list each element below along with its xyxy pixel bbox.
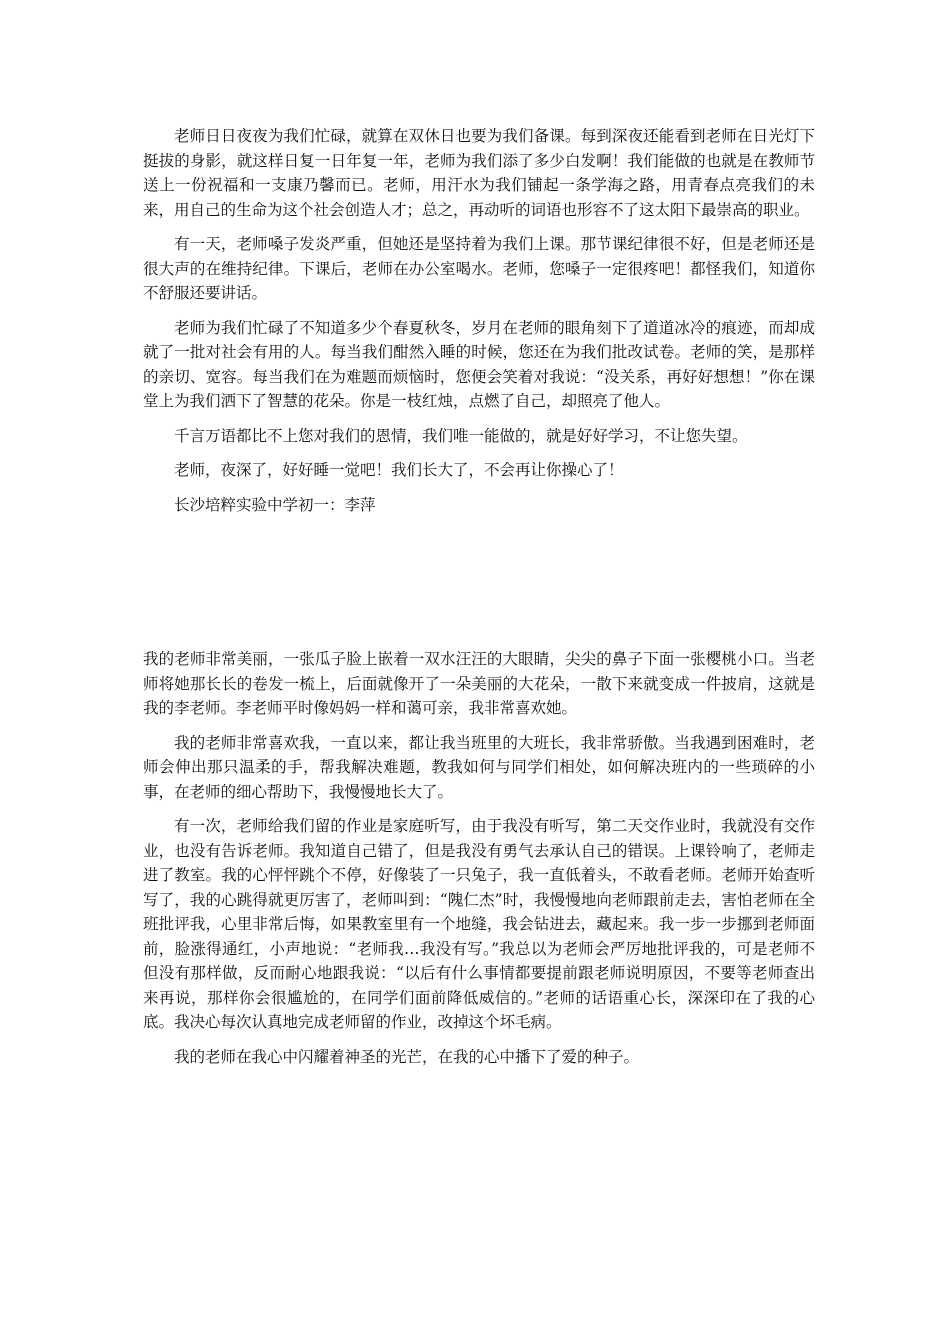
paragraph: 老师为我们忙碌了不知道多少个春夏秋冬，岁月在老师的眼角刻下了道道冰冷的痕迹，而却成就了一批对社会有用的人。每当我们酣然入睡的时候，您还在为我们批改试卷。老师的笑，是那样的亲切、宽容。每当我们在为难题而烦恼时，您便会笑着对我说：“没关系，再好好想想！”你在课堂上为我们洒下了智慧的花朵。你是一枝红烛，点燃了自己，却照亮了他人。: [143, 318, 815, 410]
paragraph: 有一次，老师给我们留的作业是家庭听写，由于我没有听写，第二天交作业时，我就没有交作业，也没有告诉老师。我知道自己错了，但是我没有勇气去承认自己的错误。上课铃响了，老师走进了教室。我的心怦怦跳个不停，好像装了一只兔子，我一直低着头，不敢看老师。老师开始查听写了，我的心跳得就更厉害了，老师叫到：“隗仁杰”时，我慢慢地向老师跟前走去，害怕老师在全班批评我，心里非常后悔，如果教室里有一个地缝，我会钻进去，藏起来。我一步一步挪到老师面前，脸涨得通红，小声地说：“老师我…我没有写。”我总以为老师会严厉地批评我的，可是老师不但没有那样做，反而耐心地跟我说：“以后有什么事情都要提前跟老师说明原因，不要等老师查出来再说，那样你会很尴尬的，在同学们面前降低威信的。”老师的话语重心长，深深印在了我的心底。我决心每次认真地完成老师留的作业，改掉这个坏毛病。: [143, 817, 815, 1031]
paragraph: 我的老师非常美丽，一张瓜子脸上嵌着一双水汪汪的大眼睛，尖尖的鼻子下面一张樱桃小口。当老师将她那长长的卷发一梳上，后面就像开了一朵美丽的大花朵，一散下来就变成一件披肩，这就是我的李老师。李老师平时像妈妈一样和蔼可亲，我非常喜欢她。: [143, 650, 815, 717]
paragraph: 有一天，老师嗓子发炎严重，但她还是坚持着为我们上课。那节课纪律很不好，但是老师还是很大声的在维持纪律。下课后，老师在办公室喝水。老师，您嗓子一定很疼吧！都怪我们，知道你不舒服还要讲话。: [143, 235, 815, 302]
paragraph: 老师，夜深了，好好睡一觉吧！我们长大了，不会再让你操心了！: [174, 461, 624, 479]
essay-section-1: [143, 124, 815, 527]
paragraph: 千言万语都比不上您对我们的恩情，我们唯一能做的，就是好好学习，不让您失望。: [174, 426, 748, 445]
author-signature: 长沙培粹实验中学初一：李萍: [174, 495, 376, 514]
paragraph: 我的老师非常喜欢我，一直以来，都让我当班里的大班长，我非常骄傲。当我遇到困难时，老师会伸出那只温柔的手，帮我解决难题，教我如何与同学们相处，如何解决班内的一些琐碎的小事，在老师的细心帮助下，我慢慢地长大了。: [143, 733, 815, 801]
paragraph: 老师日日夜夜为我们忙碌，就算在双休日也要为我们备课。每到深夜还能看到老师在日光灯下挺拔的身影，就这样日复一日年复一年，老师为我们添了多少白发啊！我们能做的也就是在教师节送上一份祝福和一支康乃馨而已。老师，用汗水为我们铺起一条学海之路，用青春点亮我们的未来，用自己的生命为这个社会创造人才；总之，再动听的词语也形容不了这太阳下最崇高的职业。: [143, 127, 815, 219]
paragraph: 我的老师在我心中闪耀着神圣的光芒，在我的心中播下了爱的种子。: [174, 1047, 640, 1066]
essay-section-2: [143, 647, 815, 1079]
